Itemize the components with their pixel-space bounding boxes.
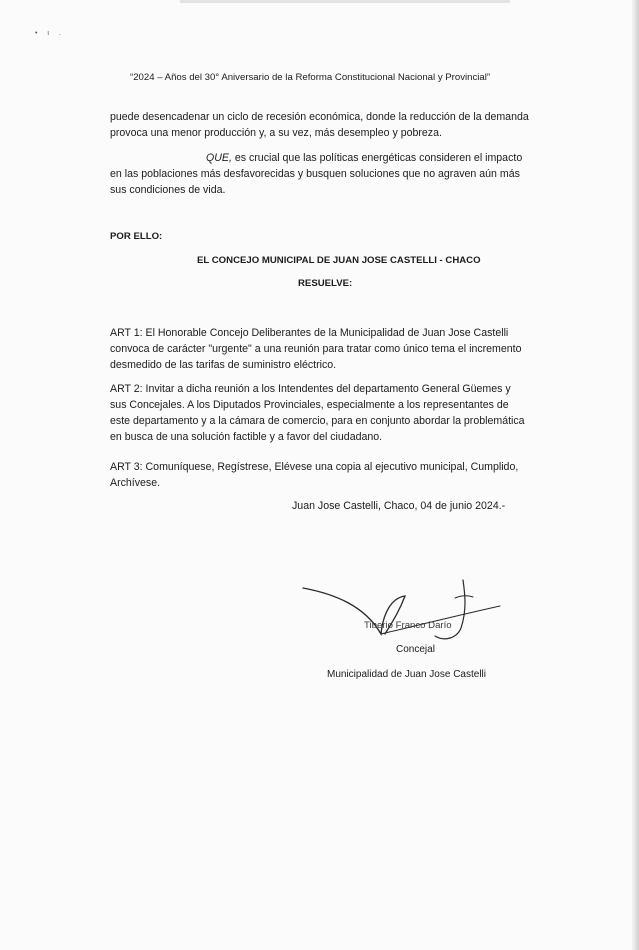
article-1: ART 1: El Honorable Concejo Deliberantes de la Municipalidad de Juan Jose Castelli convoca de carácter "urgente" a una reunión para tratar como único tema el incremento desmedido de las tarifas de suministro eléctrico. [110,327,522,371]
scan-specks: • ι . [35,30,65,37]
scan-right-edge [632,0,639,950]
handwritten-signature [295,576,505,651]
header-motto: “2024 – Años del 30° Aniversario de la Reforma Constitucional Nacional y Provincial” [130,72,491,83]
council-title: EL CONCEJO MUNICIPAL DE JUAN JOSE CASTELLI - CHACO [197,255,481,266]
paragraph-continued: puede desencadenar un ciclo de recesión económica, donde la reducción de la demanda provoca una menor producción y, a su vez, más desempleo y pobreza. [110,111,529,139]
paragraph-que [110,150,530,198]
article-3: ART 3: Comuníquese, Regístrese, Elévese una copia al ejecutivo municipal, Cumplido, Archívese. [110,461,519,489]
que-word: QUE, [206,152,232,164]
scan-top-edge [180,0,510,3]
signer-role: Concejal [396,644,435,655]
place-date: Juan Jose Castelli, Chaco, 04 de junio 2024.- [292,500,506,512]
signer-name: Tiberio Franco Darío [364,620,452,631]
resuelve-heading: RESUELVE: [298,278,353,289]
que-text: es crucial que las políticas energéticas consideren el impacto en las poblaciones más desfavorecidas y busquen soluciones que no agraven aún más sus condiciones de vida. [110,152,523,196]
por-ello-heading: POR ELLO: [110,231,163,242]
article-2: ART 2: Invitar a dicha reunión a los Intendentes del departamento General Güemes y sus Concejales. A los Diputados Provinciales, especialmente a los representantes de este departamento y a la cámara de comercio, para en conjunto abordar la problemática en busca de una solución factible y a favor del ciudadano. [110,383,525,443]
signer-organization: Municipalidad de Juan Jose Castelli [327,669,486,680]
